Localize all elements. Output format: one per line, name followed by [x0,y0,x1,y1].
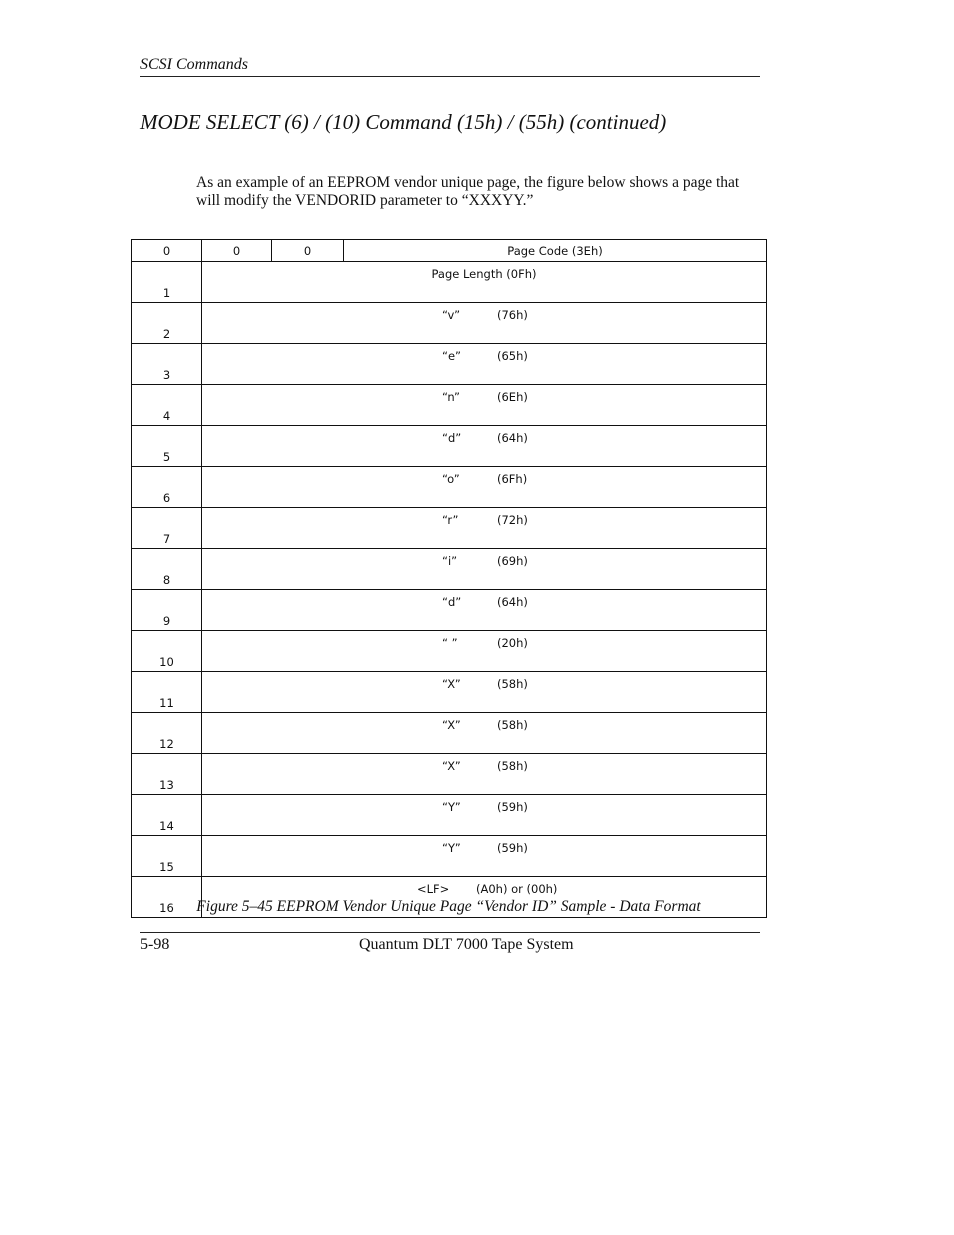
byte-value-cell [202,303,767,344]
byte-number: 13 [132,754,202,795]
header-bit-cell: 0 [202,240,272,262]
byte-number: 14 [132,795,202,836]
byte-value-cell [202,467,767,508]
character-value: “r” [442,513,459,527]
byte-number: 16 [132,877,202,918]
page-length-cell [202,262,767,303]
byte-value-cell [202,590,767,631]
figure-caption: Figure 5–45 EEPROM Vendor Unique Page “Vendor ID” Sample - Data Format [196,898,701,915]
table-row [132,385,767,426]
hex-value: (64h) [497,431,528,445]
hex-value: (76h) [497,308,528,322]
byte-number: 6 [132,467,202,508]
page-number: 5-98 [140,936,170,953]
character-value: “v” [442,308,461,322]
byte-value-cell [202,549,767,590]
table-header-row [132,240,767,262]
byte-value-cell [202,344,767,385]
character-value: “i” [442,554,458,568]
byte-number: 4 [132,385,202,426]
character-value: <LF> [417,882,450,896]
byte-number: 9 [132,590,202,631]
byte-number: 12 [132,713,202,754]
product-name: Quantum DLT 7000 Tape System [359,936,574,953]
character-value: “Y” [442,800,461,814]
hex-value: (64h) [497,595,528,609]
character-value: “e” [442,349,461,363]
byte-value-cell [202,426,767,467]
hex-value: (58h) [497,677,528,691]
page-length-label: Page Length (0Fh) [431,267,537,281]
header-bit-cell: 0 [132,240,202,262]
hex-value: (58h) [497,718,528,732]
hex-value: (6Eh) [497,390,528,404]
header-bit-cell: 0 [272,240,344,262]
table-row [132,672,767,713]
hex-value: (20h) [497,636,528,650]
byte-value-cell [202,385,767,426]
character-value: “X” [442,759,461,773]
section-title: MODE SELECT (6) / (10) Command (15h) / (55h) (continued) [140,110,667,134]
byte-value-cell [202,836,767,877]
byte-value-cell [202,795,767,836]
table-row [132,508,767,549]
character-value: “d” [442,595,462,609]
table-row [132,426,767,467]
character-value: “o” [442,472,460,486]
running-header: SCSI Commands [140,56,760,77]
byte-value-cell [202,713,767,754]
table-row [132,344,767,385]
table-row [132,303,767,344]
page-code-cell: Page Code (3Eh) [344,240,767,262]
table-row [132,631,767,672]
byte-value-cell [202,508,767,549]
byte-number: 11 [132,672,202,713]
byte-number: 5 [132,426,202,467]
table-row [132,795,767,836]
character-value: “X” [442,677,461,691]
table-row [132,467,767,508]
table-row [132,836,767,877]
byte-number: 2 [132,303,202,344]
byte-number: 15 [132,836,202,877]
table-row [132,549,767,590]
byte-number: 3 [132,344,202,385]
hex-value: (59h) [497,841,528,855]
byte-value-cell [202,631,767,672]
character-value: “n” [442,390,460,404]
character-value: “d” [442,431,462,445]
hex-value: (6Fh) [497,472,528,486]
byte-value-cell [202,754,767,795]
hex-value: (58h) [497,759,528,773]
table-row [132,713,767,754]
hex-value: (59h) [497,800,528,814]
byte-number: 8 [132,549,202,590]
table-row [132,590,767,631]
byte-number: 1 [132,262,202,303]
character-value: “Y” [442,841,461,855]
hex-value: (72h) [497,513,528,527]
table-row [132,754,767,795]
hex-value: (65h) [497,349,528,363]
page-format-table [131,239,767,918]
hex-value: (A0h) or (00h) [476,882,558,896]
hex-value: (69h) [497,554,528,568]
table-row [132,262,767,303]
byte-value-cell [202,672,767,713]
byte-number: 7 [132,508,202,549]
byte-number: 10 [132,631,202,672]
character-value: “X” [442,718,461,732]
intro-paragraph: As an example of an EEPROM vendor unique page, the figure below shows a page that will modify the VENDORID parameter to “XXXYY.” [196,174,740,209]
page-footer [140,932,760,953]
character-value: “ ” [442,636,458,650]
